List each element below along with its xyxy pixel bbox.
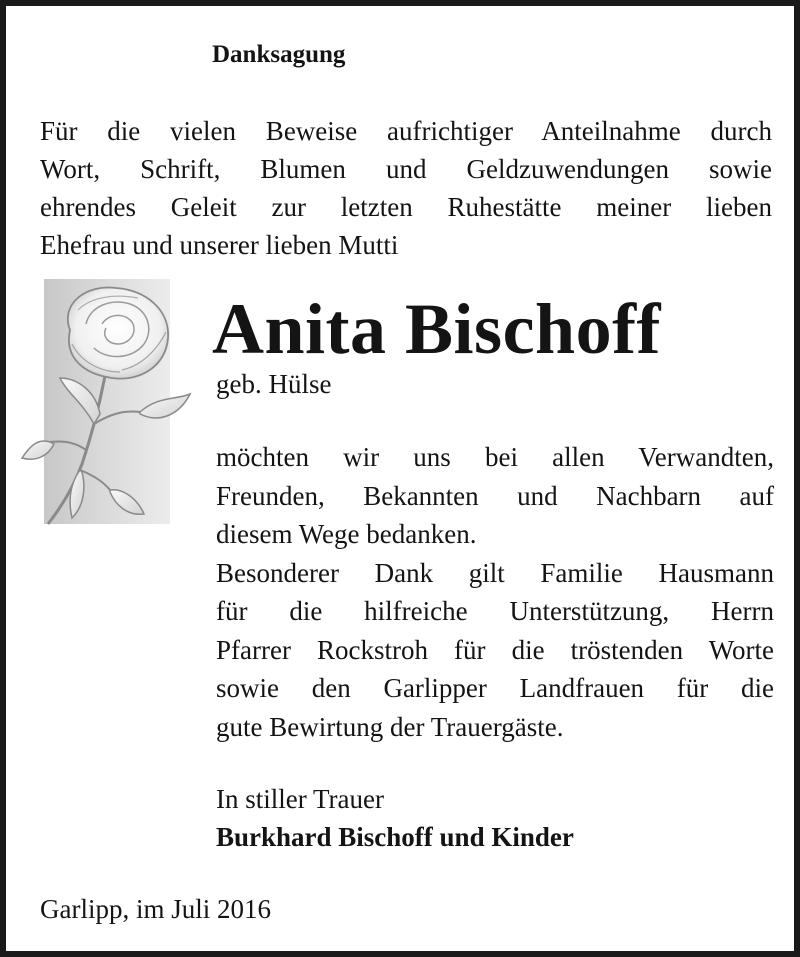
thanks-line: Pfarrer Rockstroh für die tröstenden Worte: [216, 634, 774, 665]
thanks-line: möchten wir uns bei allen Verwandten,: [216, 442, 774, 472]
deceased-name: Anita Bischoff: [212, 289, 662, 369]
rose-icon: [20, 274, 202, 536]
thanks-line: sowie den Garlipper Landfrauen für die: [216, 673, 774, 703]
thanks-line: Besonderer Dank gilt Familie Hausmann: [216, 557, 774, 588]
notice-heading: Danksagung: [212, 41, 346, 68]
signature: Burkhard Bischoff und Kinder: [216, 822, 574, 852]
intro-line: Für die vielen Beweise aufrichtiger Anteilnahme durch: [40, 116, 772, 146]
mourning-phrase: In stiller Trauer: [216, 784, 384, 814]
birth-name: geb. Hülse: [216, 369, 332, 399]
thanks-line: gute Bewirtung der Trauergäste.: [216, 711, 564, 742]
place-date: Garlipp, im Juli 2016: [40, 894, 271, 924]
thanks-line: Freunden, Bekannten und Nachbarn auf: [216, 480, 774, 511]
intro-line: ehrendes Geleit zur letzten Ruhestätte meiner lieben: [40, 192, 772, 222]
intro-line: Wort, Schrift, Blumen und Geldzuwendungen sowie: [40, 154, 772, 184]
intro-line: Ehefrau und unserer lieben Mutti: [40, 230, 399, 260]
thanks-paragraph: [216, 438, 774, 746]
intro-paragraph: [40, 112, 772, 264]
thanks-line: für die hilfreiche Unterstützung, Herrn: [216, 596, 774, 626]
thanks-line: diesem Wege bedanken.: [216, 519, 477, 549]
